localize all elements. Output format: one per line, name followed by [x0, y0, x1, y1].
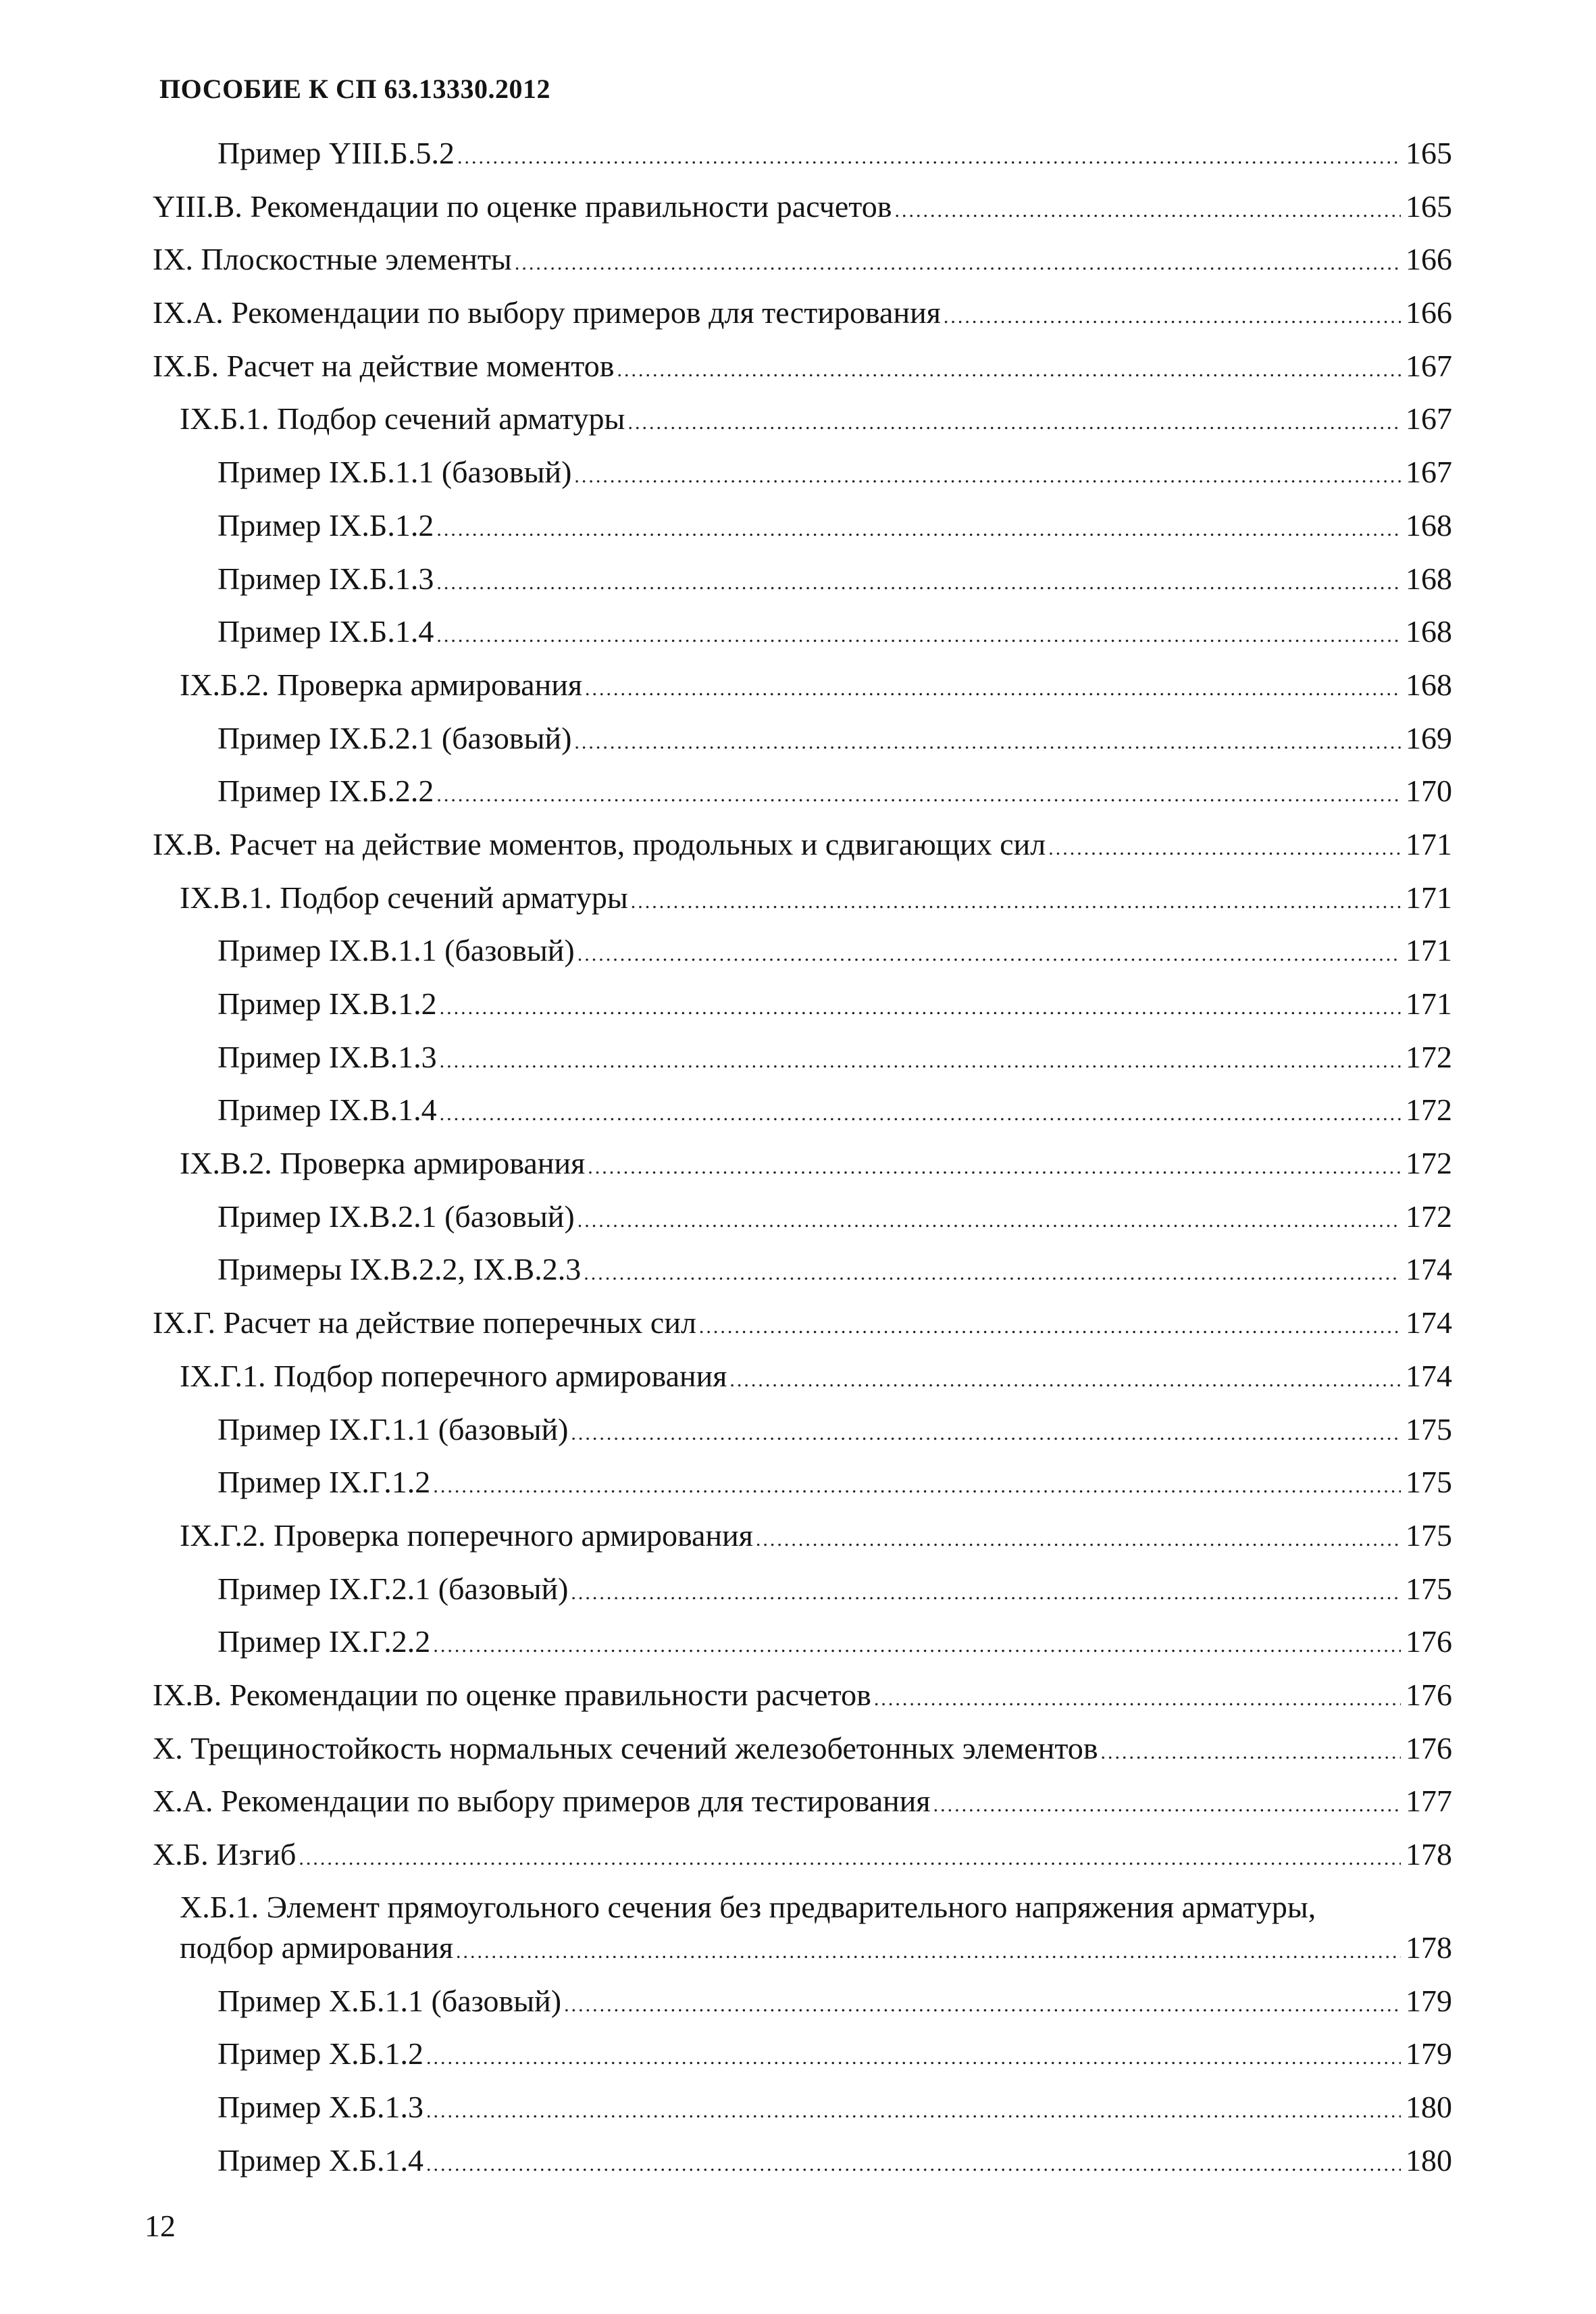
- toc-entry-page: 175: [1406, 1517, 1452, 1553]
- toc-entry[interactable]: [217, 924, 1452, 978]
- toc-entry-title: IX.В.2. Проверка армирования: [180, 1146, 586, 1181]
- toc-entry-page: 177: [1406, 1784, 1452, 1819]
- toc-entry-title: Пример X.Б.1.4: [217, 2142, 423, 2178]
- dot-leader: [584, 1247, 1401, 1301]
- toc-entry[interactable]: [153, 1669, 1452, 1722]
- toc-entry-title: Пример IX.В.1.3: [217, 1039, 437, 1074]
- toc-entry-title: IX.Б.2. Проверка армирования: [180, 667, 582, 702]
- dot-leader: [577, 928, 1401, 982]
- dot-leader: [933, 1779, 1401, 1832]
- dot-leader: [585, 663, 1401, 716]
- toc-entry-page: 178: [1406, 1837, 1452, 1871]
- page-number: 12: [145, 2209, 176, 2243]
- dot-leader: [457, 131, 1401, 184]
- toc-entry-page: 175: [1406, 1571, 1452, 1606]
- dot-leader: [756, 1513, 1401, 1567]
- toc-entry-page: 179: [1406, 2036, 1452, 2071]
- dot-leader: [426, 2138, 1401, 2192]
- toc-entry-page: 172: [1406, 1039, 1452, 1074]
- dot-leader: [699, 1301, 1401, 1354]
- toc-entry[interactable]: [153, 1775, 1452, 1828]
- dot-leader: [574, 450, 1401, 503]
- toc-entry-page: 170: [1406, 774, 1452, 809]
- toc-entry-page: 174: [1406, 1305, 1452, 1340]
- toc-entry-title: Пример IX.Г.1.1 (базовый): [217, 1411, 569, 1447]
- dot-leader: [436, 769, 1401, 822]
- toc-entry-page: 167: [1406, 401, 1452, 436]
- toc-entry[interactable]: [217, 1243, 1452, 1297]
- toc-entry-page: 180: [1406, 2142, 1452, 2178]
- toc-entry-title: Пример IX.Б.2.1 (базовый): [217, 720, 572, 755]
- toc-entry-page: 166: [1406, 242, 1452, 277]
- toc-entry[interactable]: [217, 127, 1452, 180]
- toc-entry-page: 172: [1406, 1199, 1452, 1234]
- toc-entry-title: Пример X.Б.1.1 (базовый): [217, 1983, 562, 2018]
- toc-entry[interactable]: [180, 872, 1452, 925]
- toc-entry[interactable]: [217, 1190, 1452, 1244]
- toc-entry-title: Пример IX.В.1.1 (базовый): [217, 933, 575, 968]
- dot-leader: [577, 1194, 1401, 1248]
- toc-entry-page: 168: [1406, 614, 1452, 649]
- toc-entry-title: подбор армирования: [180, 1930, 453, 1965]
- toc-entry[interactable]: [217, 978, 1452, 1031]
- running-header: ПОСОБИЕ К СП 63.13330.2012: [159, 74, 550, 104]
- dot-leader: [433, 1460, 1401, 1513]
- toc-entry[interactable]: [217, 446, 1452, 499]
- toc-entry[interactable]: [217, 765, 1452, 818]
- toc-entry[interactable]: [217, 1563, 1452, 1616]
- dot-leader: [440, 982, 1401, 1035]
- toc-entry-title: Пример YIII.Б.5.2: [217, 136, 455, 170]
- toc-entry-page: 165: [1406, 188, 1452, 224]
- toc-entry-title: Пример IX.Б.1.2: [217, 507, 434, 543]
- toc-entry-title: X.Б.1. Элемент прямоугольного сечения без предварительного напряжения арматуры,: [180, 1889, 1316, 1924]
- toc-entry[interactable]: [217, 2081, 1452, 2134]
- toc-entry-title: Пример IX.В.2.1 (базовый): [217, 1199, 575, 1234]
- toc-entry-page: 180: [1406, 2090, 1452, 2125]
- toc-entry-title: YIII.В. Рекомендации по оценке правильности расчетов: [153, 188, 892, 224]
- toc-entry-title: Пример IX.Б.1.1 (базовый): [217, 455, 572, 490]
- toc-entry[interactable]: [153, 340, 1452, 393]
- toc-entry-title: IX. Плоскостные элементы: [153, 242, 512, 277]
- toc-entry[interactable]: [217, 499, 1452, 553]
- toc-entry[interactable]: [153, 1828, 1452, 1882]
- toc-entry-page: 166: [1406, 295, 1452, 330]
- dot-leader: [588, 1141, 1401, 1194]
- toc-entry-page: 168: [1406, 507, 1452, 543]
- toc-entry-page: 171: [1406, 986, 1452, 1021]
- toc-entry[interactable]: [217, 712, 1452, 765]
- dot-leader: [1101, 1726, 1401, 1780]
- dot-leader: [433, 1619, 1401, 1673]
- dot-leader: [436, 557, 1401, 610]
- toc-entry-title: IX.В. Рекомендации по оценке правильности расчетов: [153, 1677, 871, 1712]
- toc-entry[interactable]: [180, 1137, 1452, 1190]
- toc-entry[interactable]: [217, 605, 1452, 659]
- toc-entry[interactable]: [180, 1882, 1452, 1975]
- dot-leader: [436, 503, 1401, 557]
- toc-entry-title: X.А. Рекомендации по выбору примеров для тестирования: [153, 1784, 931, 1819]
- toc-entry[interactable]: [180, 659, 1452, 712]
- toc-entry-title: IX.В. Расчет на действие моментов, продольных и сдвигающих сил: [153, 826, 1046, 861]
- dot-leader: [440, 1035, 1401, 1088]
- toc-entry-page: 176: [1406, 1730, 1452, 1765]
- toc-entry-page: 169: [1406, 720, 1452, 755]
- toc-entry-page: 174: [1406, 1252, 1452, 1287]
- toc-entry-page: 174: [1406, 1358, 1452, 1393]
- dot-leader: [894, 184, 1401, 238]
- toc-entry-page: 176: [1406, 1677, 1452, 1712]
- dot-leader: [440, 1088, 1401, 1141]
- toc-entry[interactable]: [180, 1350, 1452, 1403]
- toc-entry-title: Пример IX.Б.2.2: [217, 774, 434, 809]
- toc-entry[interactable]: [217, 2028, 1452, 2081]
- dot-leader: [426, 2085, 1401, 2138]
- toc-entry[interactable]: [217, 1456, 1452, 1509]
- dot-leader: [729, 1354, 1401, 1407]
- toc-entry[interactable]: [217, 1615, 1452, 1669]
- toc-entry-title: Пример IX.В.1.4: [217, 1092, 437, 1128]
- toc-entry-title: Пример X.Б.1.3: [217, 2090, 423, 2125]
- toc-entry[interactable]: [217, 2134, 1452, 2188]
- toc-entry[interactable]: [180, 393, 1452, 446]
- toc-entry-page: 178: [1406, 1930, 1452, 1965]
- toc-entry-page: 176: [1406, 1624, 1452, 1659]
- toc-entry[interactable]: [153, 1722, 1452, 1776]
- toc-entry-page: 179: [1406, 1983, 1452, 2018]
- dot-leader: [571, 1407, 1401, 1461]
- toc-entry-page: 165: [1406, 136, 1452, 170]
- toc-entry-page: 167: [1406, 455, 1452, 490]
- dot-leader: [944, 291, 1401, 344]
- toc-entry[interactable]: [153, 818, 1452, 872]
- toc-entry-title: IX.А. Рекомендации по выбору примеров для тестирования: [153, 295, 941, 330]
- dot-leader: [299, 1832, 1401, 1886]
- toc-entry-page: 175: [1406, 1465, 1452, 1500]
- toc-entry[interactable]: [153, 233, 1452, 286]
- toc-entry-page: 171: [1406, 880, 1452, 915]
- toc-entry-title: IX.Г.1. Подбор поперечного армирования: [180, 1358, 727, 1393]
- toc-entry-title: IX.В.1. Подбор сечений арматуры: [180, 880, 628, 915]
- toc-entry-page: 171: [1406, 933, 1452, 968]
- toc-entry-continuation: [180, 1928, 1452, 1971]
- toc-entry-page: 168: [1406, 667, 1452, 702]
- dot-leader: [436, 609, 1401, 663]
- toc-entry-title: IX.Б.1. Подбор сечений арматуры: [180, 401, 625, 436]
- toc-entry[interactable]: [217, 1403, 1452, 1457]
- toc-entry-title: Пример IX.Б.1.4: [217, 614, 434, 649]
- toc-entry-page: 171: [1406, 826, 1452, 861]
- toc-entry-page: 168: [1406, 561, 1452, 596]
- toc-entry-title: IX.Г.2. Проверка поперечного армирования: [180, 1517, 753, 1553]
- toc-entry[interactable]: [217, 1975, 1452, 2028]
- toc-entry-page: 172: [1406, 1092, 1452, 1128]
- toc-entry-title: X. Трещиностойкость нормальных сечений железобетонных элементов: [153, 1730, 1098, 1765]
- toc-entry-title: Пример IX.Г.1.2: [217, 1465, 431, 1500]
- toc-entry-title: Пример IX.В.1.2: [217, 986, 437, 1021]
- toc-entry[interactable]: [217, 1084, 1452, 1137]
- toc-entry[interactable]: [153, 1297, 1452, 1350]
- toc-entry[interactable]: [217, 1031, 1452, 1084]
- toc-entry-page: 175: [1406, 1411, 1452, 1447]
- toc-entry-title: IX.Г. Расчет на действие поперечных сил: [153, 1305, 696, 1340]
- dot-leader: [571, 1567, 1401, 1620]
- dot-leader: [564, 1979, 1401, 2032]
- dot-leader: [515, 237, 1401, 291]
- toc-entry[interactable]: [153, 286, 1452, 340]
- dot-leader: [426, 2032, 1401, 2085]
- dot-leader: [574, 716, 1401, 770]
- toc-entry[interactable]: [217, 553, 1452, 606]
- table-of-contents: [0, 127, 1596, 2187]
- dot-leader: [456, 1932, 1401, 1972]
- dot-leader: [631, 876, 1401, 929]
- toc-entry-title: Примеры IX.В.2.2, IX.В.2.3: [217, 1252, 582, 1287]
- toc-entry-title: X.Б. Изгиб: [153, 1837, 297, 1871]
- dot-leader: [1048, 822, 1401, 876]
- toc-entry-title: Пример IX.Б.1.3: [217, 561, 434, 596]
- dot-leader: [874, 1673, 1401, 1726]
- toc-entry-title: Пример X.Б.1.2: [217, 2036, 423, 2071]
- toc-entry[interactable]: [180, 1509, 1452, 1563]
- toc-entry-page: 167: [1406, 348, 1452, 383]
- toc-entry[interactable]: [153, 180, 1452, 234]
- dot-leader: [627, 397, 1401, 450]
- toc-entry-title: Пример IX.Г.2.2: [217, 1624, 431, 1659]
- toc-entry-title: Пример IX.Г.2.1 (базовый): [217, 1571, 569, 1606]
- toc-entry-page: 172: [1406, 1146, 1452, 1181]
- dot-leader: [617, 344, 1401, 397]
- toc-entry-title: IX.Б. Расчет на действие моментов: [153, 348, 615, 383]
